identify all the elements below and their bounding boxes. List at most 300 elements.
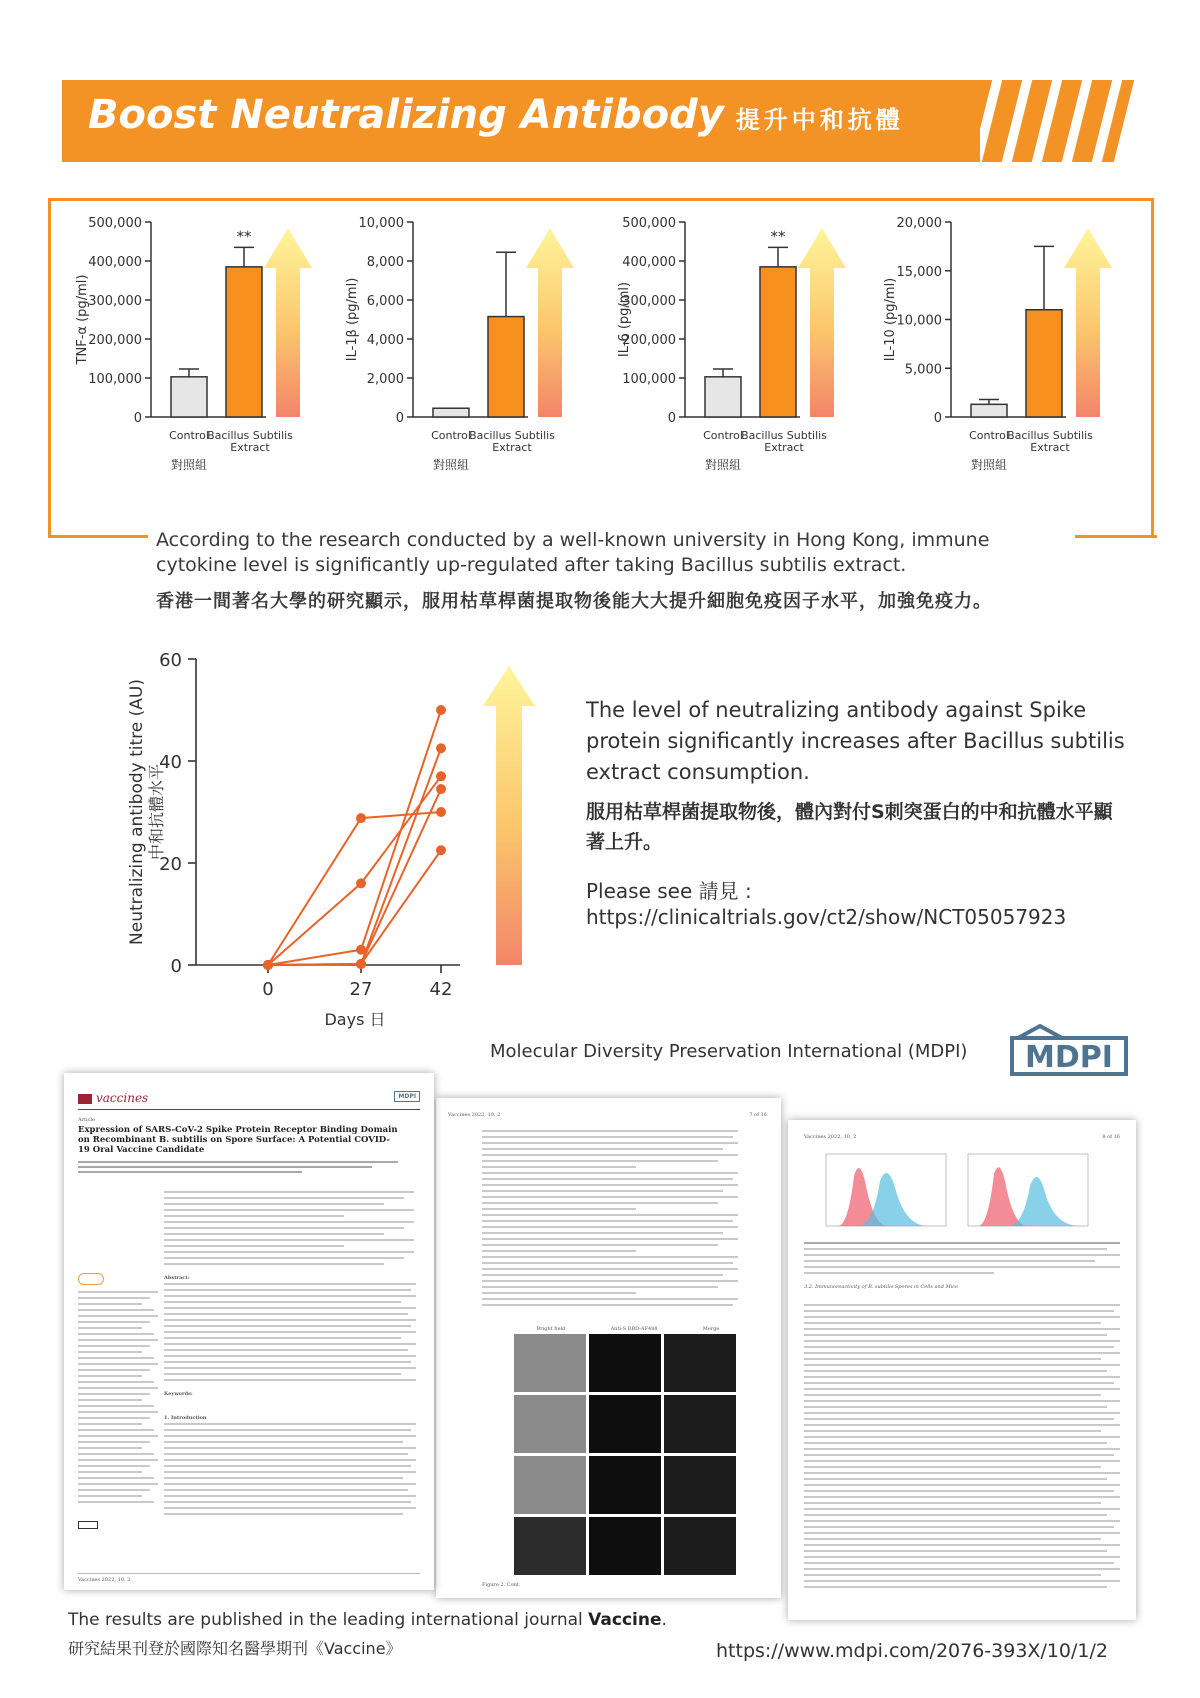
text-line (804, 1346, 1114, 1348)
text-line (78, 1453, 154, 1455)
y-tick-label: 8,000 (366, 255, 404, 270)
text-line (482, 1166, 636, 1168)
text-line (804, 1526, 1114, 1528)
text-line (78, 1345, 150, 1347)
text-line (78, 1441, 150, 1443)
text-line (78, 1333, 154, 1335)
text-line (804, 1544, 1120, 1546)
mdpi-logo (1010, 1022, 1128, 1076)
y-tick-label: 4,000 (366, 333, 404, 348)
text-line (78, 1501, 154, 1503)
text-line (164, 1209, 414, 1211)
x-category-label-line2: Extract (1030, 441, 1070, 454)
text-line (482, 1202, 718, 1204)
text-line (164, 1215, 344, 1217)
intro-heading: 1. Introduction (164, 1415, 207, 1421)
text-line (164, 1429, 411, 1431)
y-tick-label: 200,000 (88, 333, 142, 348)
text-line (804, 1316, 1120, 1318)
up-arrow-icon (798, 228, 846, 417)
microscopy-panel (664, 1395, 736, 1453)
x-category-label-line1: Bacillus Subtilis (1007, 429, 1093, 442)
text-line (482, 1292, 636, 1294)
text-line (78, 1363, 158, 1365)
line-chart-svg (120, 640, 560, 1040)
microscopy-panel (664, 1517, 736, 1575)
text-line (482, 1274, 723, 1276)
article-label: Article (78, 1117, 95, 1123)
panel-border (48, 535, 148, 538)
page-number: 7 of 16 (749, 1112, 767, 1118)
text-line (78, 1447, 142, 1449)
text-line (164, 1257, 404, 1259)
text-line (482, 1208, 636, 1210)
paper-page-8 (788, 1120, 1136, 1620)
text-line (804, 1514, 1107, 1516)
series-line (268, 710, 441, 965)
text-line (804, 1532, 1120, 1534)
text-line (78, 1381, 154, 1383)
text-line (804, 1580, 1120, 1582)
bar (433, 408, 469, 417)
mdpi-logo-text: MDPI (1025, 1040, 1113, 1075)
text-line (164, 1197, 404, 1199)
text-line (164, 1191, 414, 1193)
text-line (804, 1484, 1120, 1486)
bar (1026, 310, 1062, 417)
banner-title-zh: 提升中和抗體 (735, 106, 904, 134)
text-line (78, 1411, 158, 1413)
microscopy-panel (589, 1517, 661, 1575)
figure-column-label: Anti-S RBD-AF488 (610, 1326, 658, 1332)
y-tick-label: 20 (159, 854, 182, 875)
y-axis-label: IL-1β (pg/ml) (345, 277, 360, 362)
bar-chart-svg (876, 216, 1141, 522)
up-arrow-icon (526, 228, 574, 417)
data-point (436, 845, 446, 855)
y-axis-label-zh: 中和抗體水平 (147, 763, 166, 861)
text-line (78, 1291, 158, 1293)
text-line (164, 1349, 408, 1351)
text-line (482, 1220, 733, 1222)
text-line (164, 1295, 416, 1297)
text-line (164, 1453, 408, 1455)
sidebar-citation (78, 1273, 158, 1507)
microscopy-panel (514, 1334, 586, 1392)
check-updates-icon (78, 1273, 104, 1285)
bar-chart-svg (610, 216, 875, 522)
text-line (482, 1256, 738, 1258)
series-line (268, 776, 441, 965)
text-line (482, 1172, 738, 1174)
see-label: Please see 請見 : (586, 879, 752, 903)
divider (78, 1573, 420, 1574)
text-line (804, 1358, 1101, 1360)
affiliations (164, 1191, 414, 1269)
y-tick-label: 0 (133, 411, 142, 426)
footer-text-zh: 研究結果刊登於國際知名醫學期刊《Vaccine》 (68, 1639, 402, 1658)
text-line (804, 1436, 1120, 1438)
text-line (804, 1454, 1114, 1456)
text-line (482, 1238, 738, 1240)
mdpi-small-logo: MDPI (394, 1091, 420, 1102)
text-line (482, 1214, 738, 1216)
text-line (482, 1196, 738, 1198)
text-line (482, 1298, 738, 1300)
text-line (482, 1142, 738, 1144)
y-tick-label: 6,000 (366, 294, 404, 309)
text-line (164, 1251, 414, 1253)
text-line (78, 1303, 142, 1305)
text-line (164, 1325, 411, 1327)
text-line (804, 1586, 1107, 1588)
text-line (804, 1466, 1101, 1468)
page-header: Vaccines 2022, 10, 2 (804, 1134, 857, 1140)
y-tick-label: 500,000 (622, 216, 676, 231)
x-category-label-line2: Extract (764, 441, 804, 454)
text-line (804, 1472, 1120, 1474)
keywords-label: Keywords: (164, 1391, 193, 1397)
text-line (164, 1501, 411, 1503)
text-line (804, 1478, 1107, 1480)
text-line (164, 1471, 416, 1473)
x-category-label: Control (431, 429, 471, 442)
y-tick-label: 100,000 (622, 372, 676, 387)
page-number: 8 of 16 (1102, 1134, 1120, 1140)
x-category-label-line1: Bacillus Subtilis (741, 429, 827, 442)
y-axis-label: IL-10 (pg/ml) (883, 277, 898, 362)
neutralizing-description-zh: 服用枯草桿菌提取物後，體內對付S刺突蛋白的中和抗體水平顯著上升。 (586, 801, 1113, 853)
text-line (164, 1355, 416, 1357)
text-line (482, 1280, 738, 1282)
microscopy-panel (514, 1456, 586, 1514)
text-line (164, 1307, 416, 1309)
text-line (804, 1520, 1120, 1522)
text-line (164, 1239, 414, 1241)
text-line (78, 1477, 154, 1479)
bar (488, 317, 524, 417)
x-category-label: Control (169, 429, 209, 442)
text-line (164, 1301, 401, 1303)
control-label-zh: 對照組 (170, 458, 208, 472)
text-line (804, 1550, 1107, 1552)
text-line (78, 1459, 158, 1461)
control-label-zh: 對照組 (432, 458, 470, 472)
data-point (356, 878, 366, 888)
data-point (356, 945, 366, 955)
text-line (482, 1184, 738, 1186)
y-tick-label: 0 (667, 411, 676, 426)
text-line (78, 1435, 158, 1437)
text-line (164, 1233, 384, 1235)
y-tick-label: 5,000 (904, 362, 942, 378)
banner (62, 80, 980, 162)
data-point (436, 807, 446, 817)
text-line (164, 1203, 384, 1205)
microscopy-panel (589, 1456, 661, 1514)
text-line (482, 1286, 718, 1288)
y-tick-label: 0 (395, 411, 404, 426)
microscopy-panel (514, 1395, 586, 1453)
data-point (356, 959, 366, 969)
text-line (164, 1221, 414, 1223)
text-line (804, 1376, 1120, 1378)
bar (705, 377, 741, 417)
text-line (78, 1399, 142, 1401)
text-line (482, 1268, 738, 1270)
clinical-trials-link[interactable]: https://clinicaltrials.gov/ct2/show/NCT05057923 (586, 905, 1067, 929)
text-line (804, 1406, 1107, 1408)
text-line (164, 1319, 416, 1321)
text-line (804, 1340, 1120, 1342)
text-line (482, 1148, 723, 1150)
text-line (164, 1423, 416, 1425)
cytokine-caption-zh: 香港一間著名大學的研究顯示，服用枯草桿菌提取物後能大大提升細胞免疫因子水平，加強免疫力。 (156, 591, 992, 612)
text-line (78, 1357, 154, 1359)
text-line (482, 1262, 733, 1264)
bar (760, 267, 796, 417)
x-category-label: Control (703, 429, 743, 442)
text-line (164, 1283, 416, 1285)
x-tick-label: 42 (429, 979, 453, 1000)
text-line (164, 1513, 403, 1515)
text-line (804, 1556, 1120, 1558)
text-line (78, 1465, 150, 1467)
text-line (482, 1130, 738, 1132)
text-line (804, 1412, 1120, 1414)
text-line (804, 1442, 1107, 1444)
text-line (164, 1489, 408, 1491)
text-line (78, 1375, 142, 1377)
y-tick-label: 15,000 (896, 264, 942, 280)
microscopy-panel (514, 1517, 586, 1575)
text-line (78, 1417, 150, 1419)
text-line (482, 1250, 636, 1252)
text-line (804, 1538, 1101, 1540)
text-line (164, 1459, 416, 1461)
text-line (164, 1379, 416, 1381)
text-line (164, 1441, 403, 1443)
text-line (78, 1315, 158, 1317)
bar (171, 377, 207, 417)
data-point (356, 813, 366, 823)
data-point (436, 784, 446, 794)
paper-title: Expression of SARS-CoV-2 Spike Protein Receptor Binding Domain on Recombinant B. subtilis on Spore Surface: A Potential COVID-19 Oral Vaccine Candidate (78, 1125, 398, 1155)
text-line (164, 1447, 416, 1449)
text-line (482, 1226, 738, 1228)
text-line (164, 1331, 416, 1333)
up-arrow-icon (1064, 228, 1112, 417)
il-10-chart (876, 216, 1141, 522)
text-line (78, 1471, 142, 1473)
text-line (804, 1328, 1120, 1330)
text-line (804, 1310, 1114, 1312)
text-line (804, 1502, 1101, 1504)
x-category-label-line2: Extract (230, 441, 270, 454)
y-tick-label: 500,000 (88, 216, 142, 231)
text-line (164, 1245, 344, 1247)
text-line (78, 1429, 154, 1431)
y-axis-label: Neutralizing antibody titre (AU) (127, 679, 147, 945)
text-line (804, 1334, 1107, 1336)
data-point (263, 960, 273, 970)
x-category-label-line2: Extract (492, 441, 532, 454)
text-line (804, 1460, 1120, 1462)
y-tick-label: 0 (170, 956, 182, 977)
significance-label: ** (236, 227, 252, 246)
x-category-label: Control (969, 429, 1009, 442)
text-line (482, 1154, 738, 1156)
figure-column-label: Merge (702, 1326, 720, 1332)
y-axis-label: TNF-α (pg/ml) (75, 274, 90, 365)
significance-label: ** (770, 227, 786, 246)
text-line (804, 1370, 1107, 1372)
journal-logo-icon (78, 1094, 92, 1104)
text-line (78, 1393, 150, 1395)
text-line (804, 1418, 1114, 1420)
mdpi-label: Molecular Diversity Preservation International (MDPI) (490, 1041, 968, 1062)
x-tick-label: 27 (349, 979, 373, 1000)
figure-caption: Figure 2. Cont. (482, 1582, 521, 1588)
text-line (482, 1232, 723, 1234)
text-line (482, 1160, 718, 1162)
text-line (164, 1373, 401, 1375)
y-tick-label: 400,000 (88, 255, 142, 270)
text-line (482, 1136, 733, 1138)
data-point (436, 771, 446, 781)
text-line (164, 1495, 416, 1497)
text-line (164, 1227, 404, 1229)
y-tick-label: 10,000 (896, 313, 942, 329)
text-line (78, 1483, 158, 1485)
mdpi-article-link[interactable]: https://www.mdpi.com/2076-393X/10/1/2 (716, 1640, 1108, 1662)
text-line (164, 1483, 416, 1485)
text-line (78, 1339, 158, 1341)
x-category-label-line1: Bacillus Subtilis (207, 429, 293, 442)
text-line (804, 1508, 1120, 1510)
text-line (164, 1435, 416, 1437)
cc-license-icon (78, 1521, 98, 1529)
il-1b-chart (338, 216, 603, 522)
text-line (78, 1489, 150, 1491)
text-line (78, 1309, 154, 1311)
text-line (78, 1351, 142, 1353)
figure-column-label: Bright field (536, 1326, 566, 1332)
microscopy-panel (664, 1334, 736, 1392)
series-line (268, 748, 441, 965)
tnf-alpha-chart (75, 216, 341, 522)
text-line (164, 1337, 401, 1339)
text-line (804, 1400, 1120, 1402)
y-tick-label: 20,000 (896, 216, 942, 231)
text-line (804, 1568, 1120, 1570)
banner-title-en: Boost Neutralizing Antibody (88, 92, 724, 138)
data-point (436, 705, 446, 715)
journal-name: vaccines (78, 1091, 148, 1105)
text-line (804, 1448, 1120, 1450)
banner-title (88, 92, 904, 138)
bar (971, 404, 1007, 417)
citation-text (78, 1291, 158, 1503)
data-point (436, 743, 446, 753)
text-line (804, 1364, 1120, 1366)
x-category-label-line1: Bacillus Subtilis (469, 429, 555, 442)
text-line (164, 1367, 416, 1369)
x-tick-label: 0 (262, 979, 274, 1000)
microscopy-panel (589, 1334, 661, 1392)
y-tick-label: 2,000 (366, 372, 404, 387)
panel-border (1075, 535, 1157, 538)
bar (226, 267, 262, 417)
text-line (804, 1490, 1114, 1492)
text-line (482, 1244, 718, 1246)
text-line (164, 1361, 411, 1363)
control-label-zh: 對照組 (970, 458, 1008, 472)
y-tick-label: 100,000 (88, 372, 142, 387)
text-line (804, 1496, 1120, 1498)
y-tick-label: 200,000 (622, 333, 676, 348)
cytokine-caption-en: According to the research conducted by a well-known university in Hong Kong, immune cytokine level is significantly up-regulated after taking Bacillus subtilis extract. (156, 529, 990, 576)
y-tick-label: 60 (159, 650, 182, 671)
text-line (78, 1327, 142, 1329)
microscopy-panel (589, 1395, 661, 1453)
text-line (804, 1394, 1101, 1396)
text-line (804, 1388, 1120, 1390)
text-line (78, 1423, 142, 1425)
divider (78, 1109, 420, 1110)
paper-page-7 (436, 1098, 781, 1598)
text-line (164, 1477, 403, 1479)
y-tick-label: 400,000 (622, 255, 676, 270)
abstract-text (164, 1283, 416, 1385)
text-line (164, 1507, 416, 1509)
text-line (482, 1304, 733, 1306)
microscopy-panel (664, 1456, 736, 1514)
text-line (78, 1495, 142, 1497)
text-line (804, 1322, 1101, 1324)
text-line (804, 1304, 1120, 1306)
y-tick-label: 0 (933, 411, 942, 426)
journal-name-vaccine: Vaccine (588, 1610, 662, 1630)
text-line (78, 1387, 158, 1389)
introduction-text (164, 1423, 416, 1519)
up-arrow-icon (264, 228, 312, 417)
section-heading: 3.2. Immunoreactivity of B. subtilis Spores in Cells and Mice (804, 1284, 959, 1290)
il-6-chart (610, 216, 875, 522)
text-line (164, 1313, 408, 1315)
text-line (804, 1382, 1114, 1384)
y-tick-label: 300,000 (88, 294, 142, 309)
text-line (78, 1321, 150, 1323)
page-header: Vaccines 2022, 10, 2 (448, 1112, 501, 1118)
text-line (804, 1574, 1101, 1576)
control-label-zh: 對照組 (704, 458, 742, 472)
up-arrow-icon (483, 666, 535, 965)
bar-chart-svg (75, 216, 341, 522)
x-axis-label: Days 日 (324, 1010, 386, 1029)
bar-chart-svg (338, 216, 603, 522)
y-axis-label: IL-6 (pg/ml) (617, 281, 632, 358)
text-line (804, 1424, 1120, 1426)
footer-text-en: The results are published in the leading international journal Vaccine. (68, 1610, 667, 1630)
page-body-text (482, 1130, 738, 1310)
page-footer: Vaccines 2022, 10, 2 (78, 1577, 131, 1583)
flow-cytometry-figure (818, 1146, 1108, 1232)
abstract-label: Abstract: (164, 1275, 190, 1281)
text-line (482, 1190, 723, 1192)
text-line (804, 1352, 1120, 1354)
text-line (164, 1263, 384, 1265)
